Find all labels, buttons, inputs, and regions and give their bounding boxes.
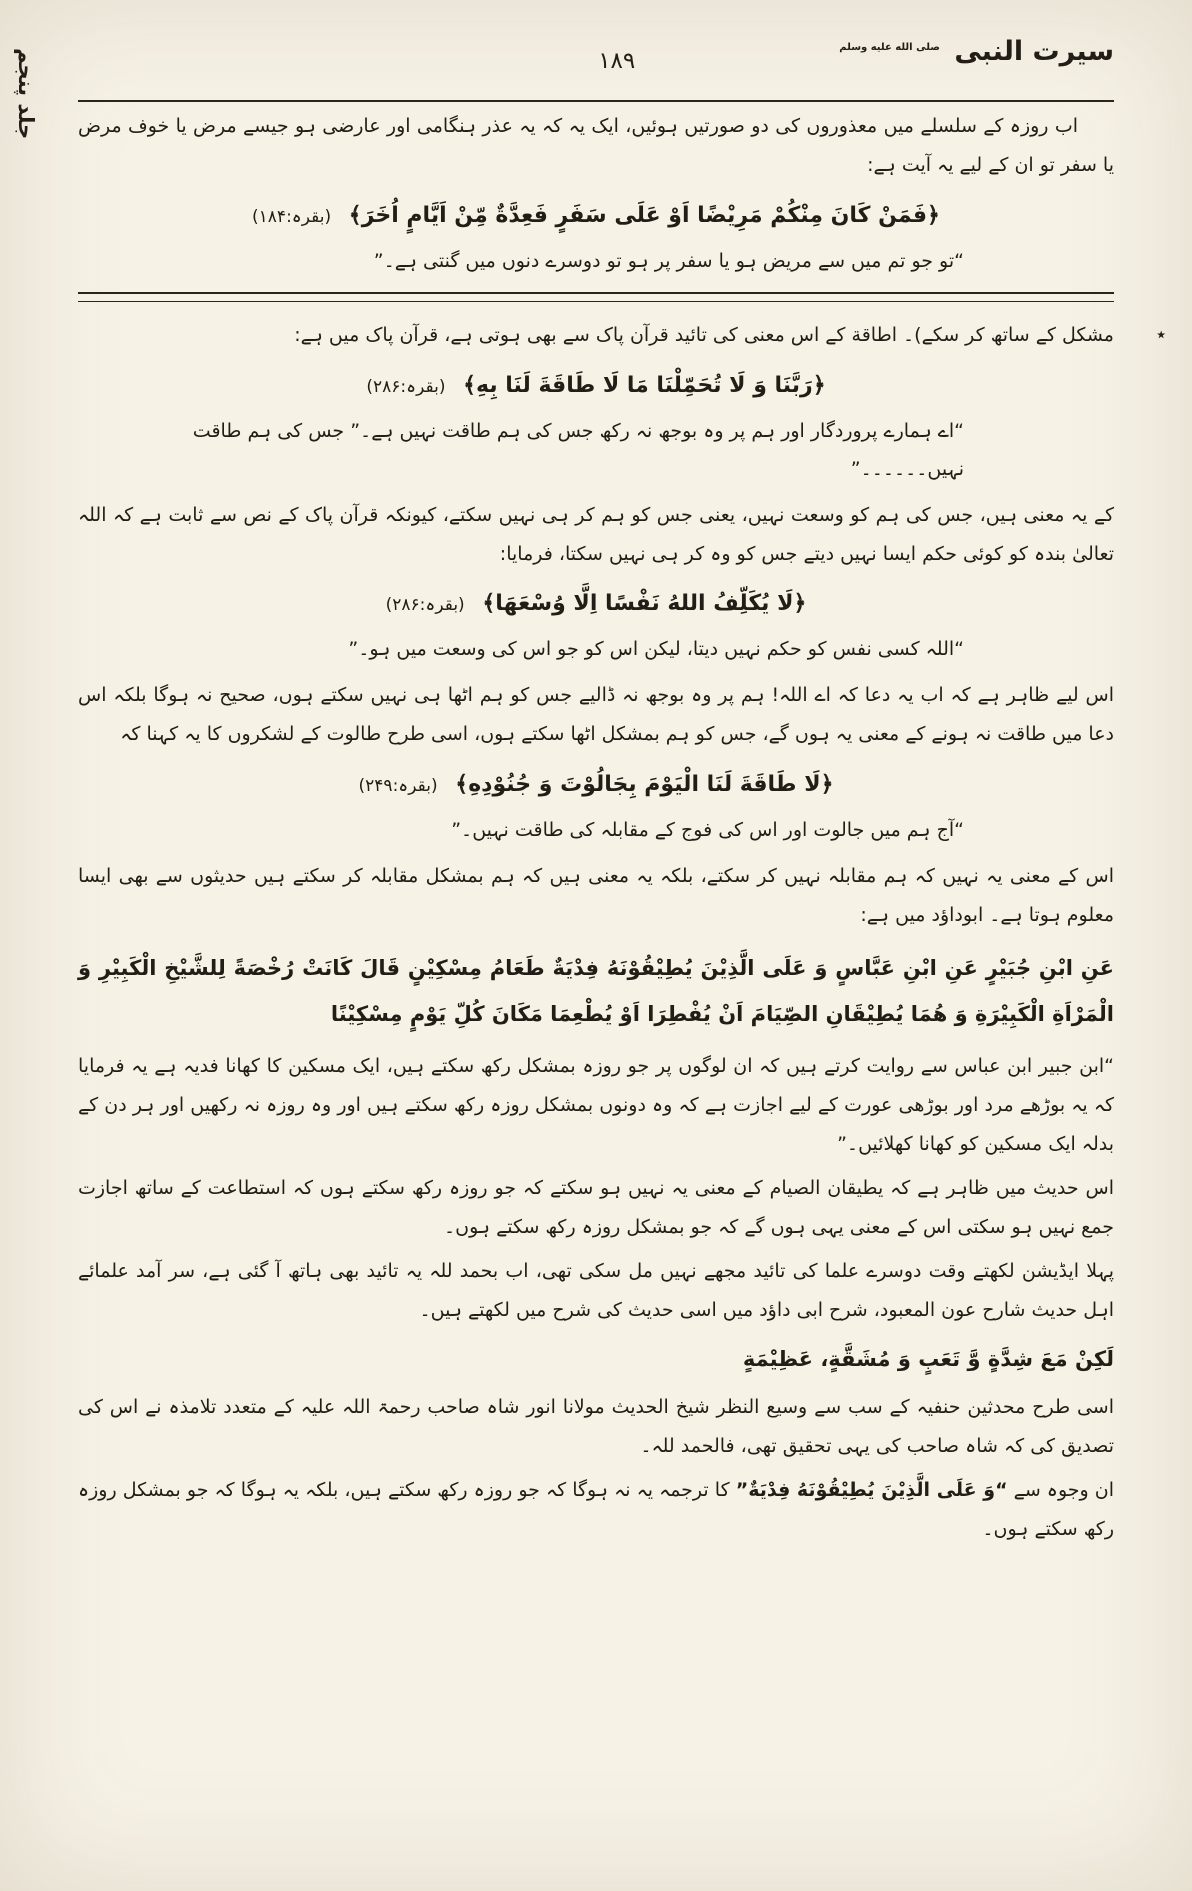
footnote-paragraph-6: پہلا ایڈیشن لکھتے وقت دوسرے علما کی تائید مجھے نہیں مل سکی تھی، اب بحمد للہ یہ تائید بھی ہاتھ آ گئی ہے، سر آمد علمائے اہل حدیث شارح عون المعبود، شرح ابی داؤد میں اسی حدیث کی شرح میں لکھتے ہیں۔ [78, 1260, 1114, 1321]
verse-baqarah-249 [78, 764, 1114, 807]
footnote-divider [78, 292, 1114, 302]
verse-reference: (بقرہ:۲۴۹) [358, 776, 438, 797]
footnote-paragraph-8 [78, 1471, 1114, 1549]
volume-label: جلد پنجم [14, 48, 38, 140]
inline-arabic-quote: “وَ عَلَى الَّذِيْنَ يُطِيْقُوْنَهُ فِدْيَةٌ” [735, 1478, 1008, 1501]
footnote-section [78, 316, 1166, 1549]
book-title [839, 36, 1114, 67]
verse-286b-translation: “اللہ کسی نفس کو حکم نہیں دیتا، لیکن اس کو جو اس کی وسعت میں ہو۔” [348, 638, 964, 661]
footnote-paragraph-7: اسی طرح محدثین حنفیہ کے سب سے وسیع النظر شیخ الحدیث مولانا انور شاہ صاحب رحمۃ اللہ علیہ کے متعدد تلامذہ نے اس کی تصدیق کی کہ شاہ صاحب کی یہی تحقیق تھی، فالحمد للہ۔ [78, 1395, 1114, 1457]
footnote-marker: ٭ [1156, 323, 1166, 345]
verse-286a-translation: “اے ہمارے پروردگار اور ہم پر وہ بوجھ نہ رکھ جس کی ہم طاقت نہیں ہے۔” جس کی ہم طاقت نہیں۔۔۔۔۔۔” [192, 419, 964, 480]
verse-baqarah-184 [78, 195, 1114, 238]
closing-text-pre: ان وجوہ سے [1007, 1478, 1114, 1501]
verse-184-translation: “تو جو تم میں سے مریض ہو یا سفر پر ہو تو دوسرے دنوں میں گنتی ہے۔” [373, 249, 964, 272]
verse-text: ﴿لَا يُكَلِّفُ اللهُ نَفْسًا اِلَّا وُسْعَهَا﴾ [482, 591, 807, 617]
salutation-mark: صلى الله عليه وسلم [839, 42, 940, 53]
closing-text-post: کا ترجمہ یہ نہ ہوگا کہ جو روزہ رکھ سکتے ہیں، بلکہ یہ ہوگا کہ جو بمشکل روزہ رکھ سکتے ہوں۔ [78, 1478, 1114, 1540]
verse-249-translation: “آج ہم میں جالوت اور اس کی فوج کے مقابلہ کی طاقت نہیں۔” [451, 819, 964, 842]
footnote-paragraph-4: اس کے معنی یہ نہیں کہ ہم مقابلہ نہیں کر سکتے، بلکہ یہ معنی ہیں کہ ہم بمشکل مقابلہ کر سکتے ہیں حدیثوں سے بھی ایسا معلوم ہوتا ہے۔ ابوداؤد میں ہے: [78, 865, 1114, 927]
intro-paragraph: اب روزہ کے سلسلے میں معذوروں کی دو صورتیں ہوئیں، ایک یہ کہ یہ عذر ہنگامی اور عارضی ہو جیسے مرض یا خوف مرض یا سفر تو ان کے لیے یہ آیت ہے: [78, 115, 1114, 176]
verse-reference: (بقرہ:۲۸۶) [366, 376, 446, 397]
hadith-arabic-text: عَنِ ابْنِ جُبَيْرٍ عَنِ ابْنِ عَبَّاسٍ وَ عَلَى الَّذِيْنَ يُطِيْقُوْنَهُ فِدْيَةٌ طَعَامُ مِسْكِيْنٍ قَالَ كَانَتْ رُخْصَةً لِلشَّيْخِ الْكَبِيْرِ وَ الْمَرْاَةِ الْكَبِيْرَةِ وَ هُمَا يُطِيْقَانِ الصِّيَامَ اَنْ يُفْطِرَا اَوْ يُطْعِمَا مَكَانَ كُلِّ يَوْمٍ مِسْكِيْنًا [78, 956, 1114, 1027]
footnote-start-row [78, 316, 1166, 355]
arabic-commentary-quote: لَكِنْ مَعَ شِدَّةٍ وَّ تَعَبٍ وَ مُشَقَّةٍ، عَظِيْمَةٍ [742, 1346, 1114, 1371]
footnote-paragraph-2: کے یہ معنی ہیں، جس کی ہم کو وسعت نہیں، یعنی جس کو ہم کر ہی نہیں سکتے، کیونکہ قرآن پاک کے نص سے ثابت ہے کہ اللہ تعالیٰ بندہ کو کوئی حکم ایسا نہیں دیتے جس کو وہ کر ہی نہیں سکتا، فرمایا: [78, 503, 1114, 565]
verse-baqarah-286-b [78, 583, 1114, 626]
book-title-text: سیرت النبی [954, 36, 1114, 67]
verse-reference: (بقرہ:۲۸۶) [385, 595, 465, 616]
footnote-paragraph-5: اس حدیث میں ظاہر ہے کہ یطیقان الصیام کے معنی یہ نہیں ہو سکتے کہ جو روزہ رکھ سکتے ہوں کہ استطاعت کے ساتھ اجازت جمع نہیں ہو سکتی اس کے معنی یہی ہوں گے کہ جو بمشکل روزہ رکھ سکتے ہوں۔ [78, 1177, 1114, 1239]
header-rule [78, 100, 1114, 102]
footnote-paragraph-3: اس لیے ظاہر ہے کہ اب یہ دعا کہ اے اللہ! ہم پر وہ بوجھ نہ ڈالیے جس کو ہم اٹھا ہی نہیں سکتے ہوں، صحیح نہ ہوگا بلکہ اس دعا میں طاقت نہ ہونے کے معنی یہ ہوں گے، جس کو ہم بمشکل اٹھا سکتے ہوں، اسی طرح طالوت کے لشکروں کا یہ کہنا کہ [78, 684, 1114, 746]
footnote-paragraph-1: مشکل کے ساتھ کر سکے)۔ اطاقة کے اس معنی کی تائید قرآن پاک سے بھی ہوتی ہے، قرآن پاک میں ہے: [294, 323, 1114, 346]
verse-text: ﴿رَبَّنَا وَ لَا تُحَمِّلْنَا مَا لَا طَاقَةَ لَنَا بِهِ﴾ [463, 372, 826, 398]
verse-baqarah-286-a [78, 365, 1114, 408]
hadith-translation: “ابن جبیر ابن عباس سے روایت کرتے ہیں کہ ان لوگوں پر جو روزہ بمشکل رکھ سکتے ہیں، ایک مسکین کا کھانا فدیہ ہے یہ فرمایا کہ یہ بوڑھے مرد اور بوڑھی عورت کے لیے اجازت ہے کہ وہ دونوں بمشکل روزہ رکھ سکتے ہیں اور وہ روزہ نہ رکھیں اور ہر دن کے بدلہ ایک مسکین کو کھانا کھلائیں۔” [78, 1055, 1114, 1156]
verse-text: ﴿لَا طَاقَةَ لَنَا الْيَوْمَ بِجَالُوْتَ وَ جُنُوْدِهِ﴾ [455, 772, 834, 798]
verse-reference: (بقرہ:۱۸۴) [252, 206, 332, 227]
page-header [78, 34, 1114, 98]
page-number: ۱۸۹ [598, 48, 636, 74]
main-text-section [78, 107, 1114, 280]
verse-text: ﴿فَمَنْ كَانَ مِنْكُمْ مَرِيْضًا اَوْ عَلَى سَفَرٍ فَعِدَّةٌ مِّنْ اَيَّامٍ اُخَرَ﴾ [348, 202, 940, 228]
